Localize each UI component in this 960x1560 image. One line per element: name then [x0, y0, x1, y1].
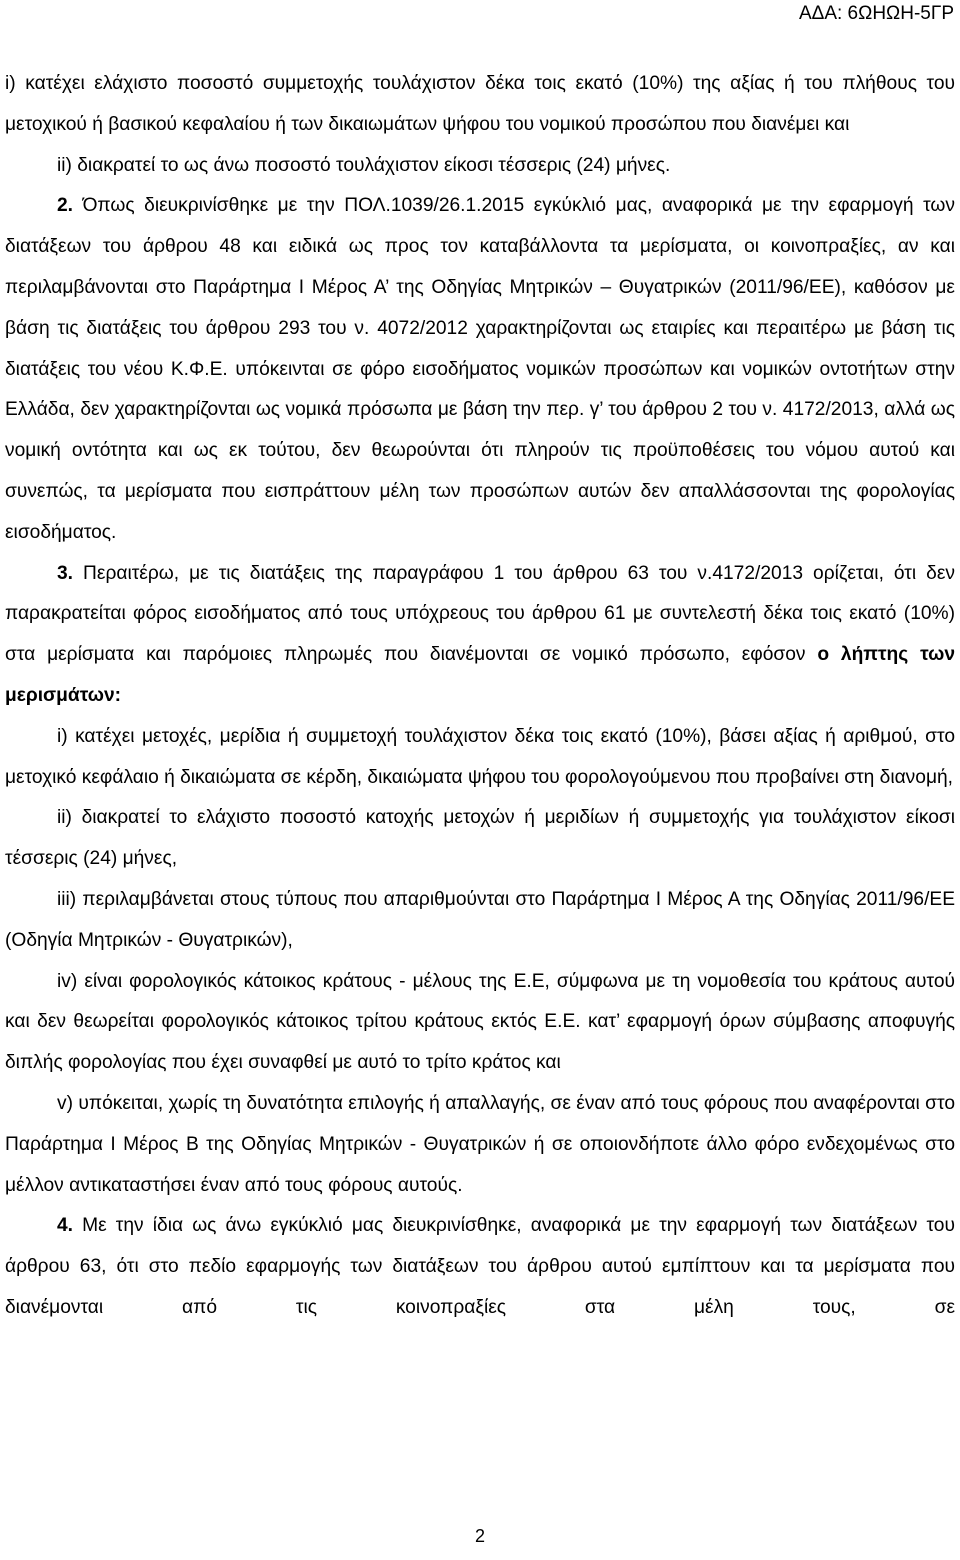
bold-phrase: ο λήπτης των μερισμάτων: [5, 644, 955, 706]
paragraph-7: iii) περιλαμβάνεται στους τύπους που απαριθμούνται στο Παράρτημα Ι Μέρος Α της Οδηγίας 2011/96/ΕΕ (Οδηγία Μητρικών - Θυγατρικών), [5, 888, 955, 951]
ada-code: ΑΔΑ: 6ΩΗΩΗ-5ΓΡ [798, 3, 954, 24]
paragraph-9: v) υπόκειται, χωρίς τη δυνατότητα επιλογής ή απαλλαγής, σε έναν από τους φόρους που αναφέρονται στο Παράρτημα Ι Μέρος Β της Οδηγίας Μητρικών - Θυγατρικών ή σε οποιονδήποτε άλλο φόρο ενδεχομένως στο μέλλον αντικαταστήσει έναν από τους φόρους αυτούς. [5, 1092, 955, 1196]
paragraph-1: i) κατέχει ελάχιστο ποσοστό συμμετοχής τουλάχιστον δέκα τοις εκατό (10%) της αξίας ή του πλήθους του μετοχικού ή βασικού κεφαλαίου ή των δικαιωμάτων ψήφου του νομικού προσώπου που διανέμει και [5, 73, 955, 135]
section-number: 2. [57, 195, 74, 217]
page-number: 2 [474, 1526, 485, 1546]
document-body [5, 64, 955, 1329]
paragraph-10: 4. Με την ίδια ως άνω εγκύκλιό μας διευκρινίσθηκε, αναφορικά με την εφαρμογή των διατάξεων του άρθρου 63, ότι στο πεδίο εφαρμογής των διατάξεων του άρθρου αυτού εμπίπτουν και τα μερίσματα που διανέμονται από τις κοινοπραξίες στα μέλη τους, σε [5, 1215, 955, 1318]
section-number: 4. [57, 1215, 74, 1237]
paragraph-3: 2. Όπως διευκρινίσθηκε με την ΠΟΛ.1039/26.1.2015 εγκύκλιό μας, αναφορικά με την εφαρμογή των διατάξεων του άρθρου 48 και ειδικά ως προς τον καταβάλλοντα τα μερίσματα, οι κοινοπραξίες, αν και περιλαμβάνονται στο Παράρτημα Ι Μέρος Α’ της Οδηγίας Μητρικών – Θυγατρικών (2011/96/ΕΕ), καθόσον με βάση τις διατάξεις του άρθρου 293 του ν. 4072/2012 χαρακτηρίζονται ως εταιρίες και περαιτέρω με βάση τις διατάξεις του νέου Κ.Φ.Ε. υπόκεινται σε φόρο εισοδήματος νομικών προσώπων και νομικών οντοτήτων στην Ελλάδα, δεν χαρακτηρίζονται ως νομικά πρόσωπα με βάση την περ. γ’ του άρθρου 2 του ν. 4172/2013, αλλά ως νομική οντότητα και ως εκ τούτου, δεν θεωρούνται ότι πληρούν τις προϋποθέσεις του νόμου αυτού και συνεπώς, τα μερίσματα που εισπράττουν μέλη των προσώπων αυτών δεν απαλλάσσονται της φορολογίας εισοδήματος. [5, 195, 955, 543]
paragraph-6: ii) διακρατεί το ελάχιστο ποσοστό κατοχής μετοχών ή μεριδίων ή συμμετοχής για τουλάχιστον είκοσι τέσσερις (24) μήνες, [5, 807, 955, 870]
paragraph-2: ii) διακρατεί το ως άνω ποσοστό τουλάχιστον είκοσι τέσσερις (24) μήνες. [57, 154, 671, 176]
paragraph-4: 3. Περαιτέρω, με τις διατάξεις της παραγράφου 1 του άρθρου 63 του ν.4172/2013 ορίζεται, ότι δεν παρακρατείται φόρος εισοδήματος από τους υπόχρεους του άρθρου 61 με συντελεστή δέκα τοις εκατό (10%) στα μερίσματα και παρόμοιες πληρωμές που διανέμονται σε νομικό πρόσωπο, εφόσον ο λήπτης των μερισμάτων: [5, 562, 955, 706]
section-number: 3. [57, 562, 74, 584]
paragraph-5: i) κατέχει μετοχές, μερίδια ή συμμετοχή τουλάχιστον δέκα τοις εκατό (10%), βάσει αξίας ή αριθμού, στο μετοχικό κεφάλαιο ή δικαιώματα σε κέρδη, δικαιώματα ψήφου του φορολογούμενου που προβαίνει στη διανομή, [5, 725, 955, 788]
paragraph-8: iv) είναι φορολογικός κάτοικος κράτους - μέλους της Ε.Ε, σύμφωνα με τη νομοθεσία του κράτους αυτού και δεν θεωρείται φορολογικός κάτοικος τρίτου κράτους εκτός Ε.Ε. κατ’ εφαρμογή όρων σύμβασης αποφυγής διπλής φορολογίας που έχει συναφθεί με αυτό το τρίτο κράτος και [5, 970, 955, 1074]
